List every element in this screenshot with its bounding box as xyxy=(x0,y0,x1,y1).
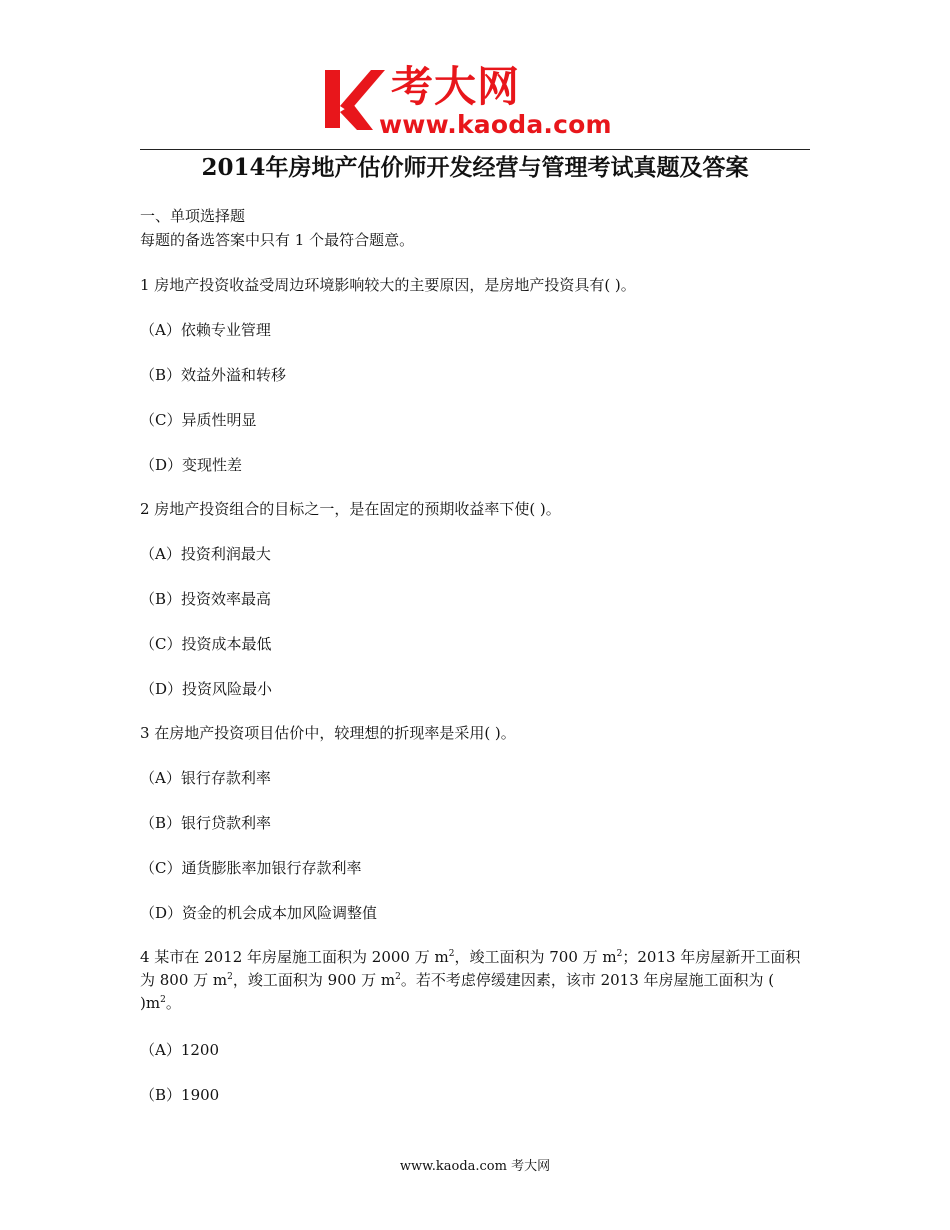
logo-url: www.kaoda.com xyxy=(379,110,612,139)
question-3-option-b: （B）银行贷款利率 xyxy=(140,814,272,832)
question-4-stem xyxy=(140,946,810,1015)
superscript: 2 xyxy=(616,949,623,959)
k-logo-icon xyxy=(323,66,385,132)
logo-name: 考大网 xyxy=(391,62,521,111)
site-logo xyxy=(323,62,643,140)
superscript: 2 xyxy=(227,972,233,982)
question-1-option-c: （C）异质性明显 xyxy=(140,411,257,429)
superscript: 2 xyxy=(448,949,455,959)
question-3-option-a: （A）银行存款利率 xyxy=(140,769,271,787)
question-4-stem-part: 4 某市在 2012 年房屋施工面积为 2000 万 m xyxy=(140,948,449,966)
question-4-stem-part: ，竣工面积为 700 万 m xyxy=(454,948,617,966)
section-heading: 一、单项选择题 xyxy=(140,207,246,225)
superscript: 2 xyxy=(160,995,166,1005)
question-2-option-a: （A）投资利润最大 xyxy=(140,545,271,563)
question-1-option-a: （A）依赖专业管理 xyxy=(140,321,271,339)
question-4-stem-part: ，竣工面积为 900 万 m xyxy=(232,971,396,989)
question-4-stem-part: 。 xyxy=(165,994,181,1012)
question-2-option-d: （D）投资风险最小 xyxy=(140,680,273,698)
question-4-stem-part: 。若不考虑停缓建因素，该市 2013 年房屋施工面积为 ( )m xyxy=(140,971,775,1012)
question-3-option-c: （C）通货膨胀率加银行存款利率 xyxy=(140,859,362,877)
question-3-option-d: （D）资金的机会成本加风险调整值 xyxy=(140,904,378,922)
question-1-option-b: （B）效益外溢和转移 xyxy=(140,366,287,384)
question-1-stem: 1 房地产投资收益受周边环境影响较大的主要原因，是房地产投资具有( )。 xyxy=(140,276,636,294)
section-instruction: 每题的备选答案中只有 1 个最符合题意。 xyxy=(140,231,415,249)
page-footer: www.kaoda.com 考大网 xyxy=(399,1159,551,1174)
question-3-stem: 3 在房地产投资项目估价中，较理想的折现率是采用( )。 xyxy=(140,724,516,742)
superscript: 2 xyxy=(395,972,401,982)
question-4-option-b: （B）1900 xyxy=(140,1086,220,1104)
question-2-stem: 2 房地产投资组合的目标之一，是在固定的预期收益率下使( )。 xyxy=(140,500,561,518)
header-rule xyxy=(140,149,810,150)
question-4-option-a: （A）1200 xyxy=(140,1041,220,1059)
question-1-option-d: （D）变现性差 xyxy=(140,456,243,474)
question-2-option-c: （C）投资成本最低 xyxy=(140,635,272,653)
page-title: 2014年房地产估价师开发经营与管理考试真题及答案 xyxy=(201,154,749,181)
question-2-option-b: （B）投资效率最高 xyxy=(140,590,272,608)
question-4-stem-part: ；2013 年房屋新开工面积为 800 万 m xyxy=(140,948,801,989)
